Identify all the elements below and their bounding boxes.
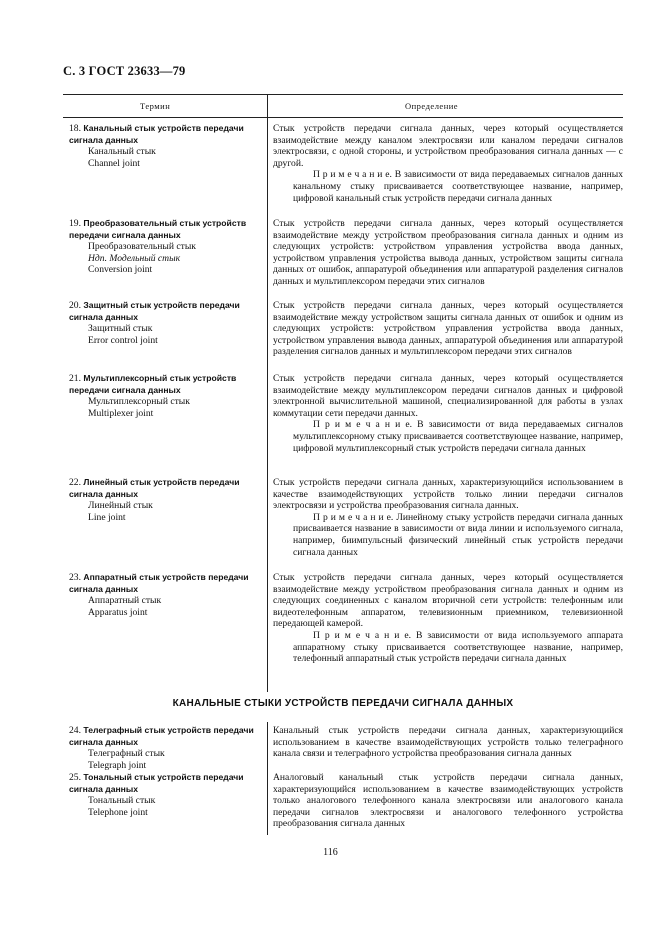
term-short: Канальный стык [88, 146, 156, 158]
term-cell [69, 300, 267, 346]
definition-note: П р и м е ч а н и е. В зависимости от вида передаваемых сигналов данных канальному стыку присваивается соответствующее название, например, цифровой канальный стык устройств передачи сигнала данных [293, 169, 623, 204]
term-short: Телеграфный стык [88, 748, 165, 760]
term-cell [69, 725, 267, 771]
term-short: Защитный стык [88, 323, 153, 335]
term-cell [69, 123, 267, 169]
column-header-definition: Определение [405, 101, 459, 111]
definition-text: Стык устройств передачи сигнала данных, через который осуществляется взаимодействие между устройством преобразования сигнала данных и одним из следующих устройств: устройством управления устройства ввода данных, устройством управления устройства вывода данных, устройством защиты сигнала данных от ошибок, аппаратурой объединения или аппаратурой разделения сигналов данных и мультиплексором передачи этих сигналов [273, 218, 623, 287]
term-number: 23. [69, 572, 81, 583]
definition-cell [273, 772, 623, 830]
term-english: Telegraph joint [88, 759, 147, 771]
term-number: 19. [69, 218, 81, 229]
term-short: Мультиплексорный стык [88, 396, 190, 408]
term-name: Аппаратный стык устройств передачи сигнала данных [69, 572, 249, 594]
term-name: Преобразовательный стык устройств передачи сигнала данных [69, 218, 247, 240]
definition-text: Стык устройств передачи сигнала данных, через который осуществляется взаимодействие между устройством защиты сигнала данных от ошибок и одним из следующих устройств: устройством управления устройства ввода данных, устройством управления вывода данных, аппаратурой объединения или аппаратурой разделения сигналов данных и мультиплексором передачи этих сигналов [273, 300, 623, 358]
term-name: Мультиплексорный стык устройств передачи сигнала данных [69, 373, 237, 395]
definition-text: Стык устройств передачи сигнала данных, через который осуществляется взаимодействие между мультиплексором передачи сигналов данных и цифровой электронной вычислительной машиной, специализированной для работы в узлах коммутации сети передачи данных. [273, 373, 623, 419]
definition-note: П р и м е ч а н и е. В зависимости от вида передаваемых сигналов мультиплексорному стыку присваивается соответствующее название, например, цифровой мультиплексорный стык устройств передачи сигнала данных [293, 419, 623, 454]
term-english: Channel joint [88, 157, 140, 169]
table-top-rule [63, 94, 623, 95]
page-header: С. 3 ГОСТ 23633—79 [63, 64, 186, 78]
definition-text: Стык устройств передачи сигнала данных, характеризующийся использованием в качестве взаимодействующих устройств только линии передачи сигналов электросвязи и устройства преобразования сигнала данных. [273, 477, 623, 512]
term-short: Преобразовательный стык [88, 241, 196, 253]
term-cell [69, 477, 267, 523]
term-number: 20. [69, 300, 81, 311]
table-header-rule [63, 117, 623, 118]
definition-note: П р и м е ч а н и е. В зависимости от вида используемого аппарата аппаратному стыку присваивается соответствующее название, например, телефонный аппаратный стык устройств передачи сигнала данных [293, 629, 623, 665]
definition-cell [273, 123, 623, 204]
definition-cell [273, 373, 623, 454]
definition-cell [273, 572, 623, 665]
definition-cell [273, 300, 623, 358]
term-english: Error control joint [88, 334, 158, 346]
term-cell [69, 772, 267, 818]
term-english: Apparatus joint [88, 606, 148, 618]
term-name: Линейный стык устройств передачи сигнала данных [69, 477, 240, 499]
term-cell [69, 572, 267, 618]
column-header-term: Термин [140, 101, 171, 111]
definition-text: Стык устройств передачи сигнала данных, через который осуществляется взаимодействие между каналом электросвязи или каналом передачи сигналов электросвязи, с одной стороны, и устройством преобразования сигнала данных — с другой. [273, 123, 623, 169]
page-number: 116 [323, 847, 338, 858]
definition-cell [273, 725, 623, 760]
definition-cell [273, 477, 623, 558]
term-number: 21. [69, 373, 81, 384]
term-alt: Ндп. Модельный стык [88, 252, 181, 264]
term-short: Тональный стык [88, 795, 156, 807]
term-english: Telephone joint [88, 806, 148, 818]
term-short: Аппаратный стык [88, 595, 162, 607]
term-cell [69, 218, 267, 276]
term-english: Conversion joint [88, 264, 153, 276]
term-number: 18. [69, 123, 81, 134]
term-name: Тональный стык устройств передачи сигнала данных [69, 772, 244, 794]
term-short: Линейный стык [88, 500, 153, 512]
term-name: Защитный стык устройств передачи сигнала данных [69, 300, 240, 322]
definition-cell [273, 218, 623, 288]
term-name: Телеграфный стык устройств передачи сигнала данных [69, 725, 254, 747]
definition-text: Канальный стык устройств передачи сигнала данных, характеризующийся использованием в качестве взаимодействующих устройств только телеграфного канала связи и телеграфного устройства преобразования сигнала данных [273, 725, 623, 760]
term-cell [69, 373, 267, 419]
definition-text: Стык устройств передачи сигнала данных, через который осуществляется взаимодействие между устройством преобразования сигнала данных и одним из следующих соединенных с каналом вторичной сети устройств: телефонным или видеотелефонным аппаратом, телевизионным приемником, телевизионной передающей камерой. [273, 572, 623, 630]
definition-text: Аналоговый канальный стык устройств передачи сигнала данных, характеризующийся использованием в качестве взаимодействующих устройств только аналогового телефонного канала электросвязи или аналогового канала передачи сигналов электросвязи и аналогового телефонного устройства преобразования сигнала данных [273, 772, 623, 830]
section-heading: КАНАЛЬНЫЕ СТЫКИ УСТРОЙСТВ ПЕРЕДАЧИ СИГНАЛА ДАННЫХ [172, 698, 514, 709]
column-divider [267, 722, 268, 835]
term-number: 24. [69, 725, 81, 736]
column-divider [267, 94, 268, 692]
term-english: Line joint [88, 511, 126, 523]
term-english: Multiplexer joint [88, 407, 154, 419]
term-number: 25. [69, 772, 81, 783]
term-name: Канальный стык устройств передачи сигнала данных [69, 123, 244, 145]
term-number: 22. [69, 477, 81, 488]
definition-note: П р и м е ч а н и е. Линейному стыку устройств передачи сигнала данных присваивается название в зависимости от вида линии и используемого сигнала, например, биимпульсный физический линейный стык устройств передачи сигнала данных [293, 511, 623, 558]
